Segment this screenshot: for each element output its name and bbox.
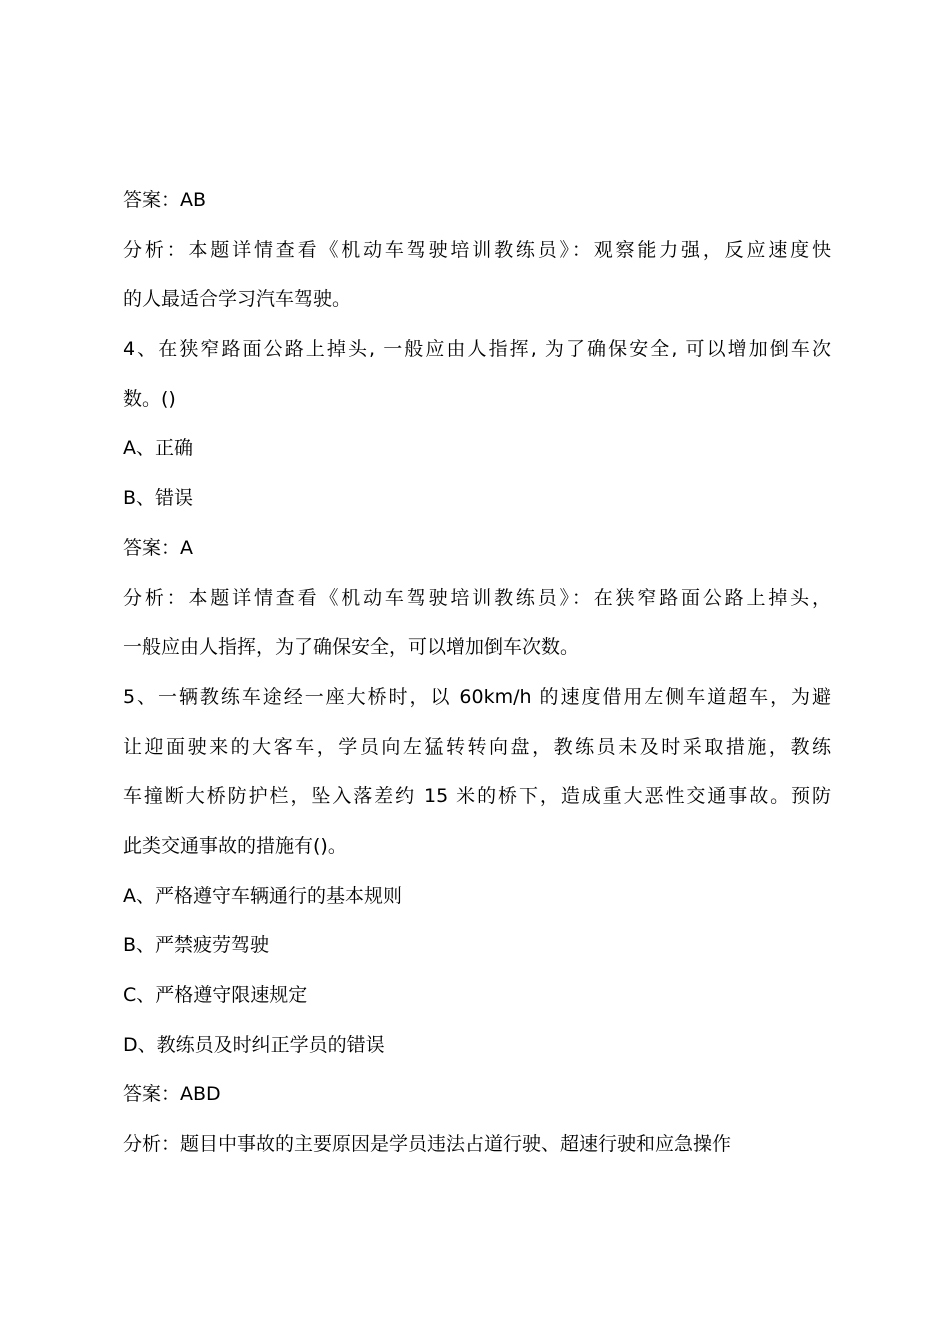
- document-body: [123, 176, 833, 1170]
- analysis-q4-line1: 分析：本题详情查看《机动车驾驶培训教练员》：在狭窄路面公路上掉头，: [123, 586, 831, 609]
- question-4-line1: 4、在狭窄路面公路上掉头, 一般应由人指挥, 为了确保安全, 可以增加倒车次: [123, 338, 831, 361]
- analysis-q5-line1: 分析：题目中事故的主要原因是学员违法占道行驶、超速行驶和应急操作: [123, 1133, 732, 1156]
- question-5-line2: 让迎面驶来的大客车，学员向左猛转转向盘，教练员未及时采取措施，教练: [123, 735, 831, 758]
- option-q4-a: A、正确: [123, 437, 193, 460]
- answer-q5: 答案：ABD: [123, 1083, 221, 1106]
- answer-q3: 答案：AB: [123, 189, 207, 211]
- question-5-line4: 此类交通事故的措施有()。: [123, 834, 347, 857]
- option-q5-b: B、严禁疲劳驾驶: [123, 934, 270, 957]
- option-q4-b: B、错误: [123, 487, 194, 510]
- question-5-line3: 车撞断大桥防护栏，坠入落差约 15 米的桥下，造成重大恶性交通事故。预防: [123, 785, 831, 808]
- answer-q4: 答案：A: [123, 536, 193, 559]
- analysis-q3-line2: 的人最适合学习汽车驾驶。: [123, 288, 352, 311]
- option-q5-d: D、教练员及时纠正学员的错误: [123, 1033, 385, 1056]
- question-4-line2: 数。(): [123, 387, 176, 410]
- analysis-q3-line1: 分析：本题详情查看《机动车驾驶培训教练员》：观察能力强，反应速度快: [123, 238, 831, 261]
- question-5-line1: 5、一辆教练车途经一座大桥时，以 60km/h 的速度借用左侧车道超车，为避: [123, 685, 831, 708]
- analysis-q4-line2: 一般应由人指挥，为了确保安全，可以增加倒车次数。: [123, 636, 580, 659]
- option-q5-a: A、严格遵守车辆通行的基本规则: [123, 884, 402, 907]
- option-q5-c: C、严格遵守限速规定: [123, 984, 308, 1006]
